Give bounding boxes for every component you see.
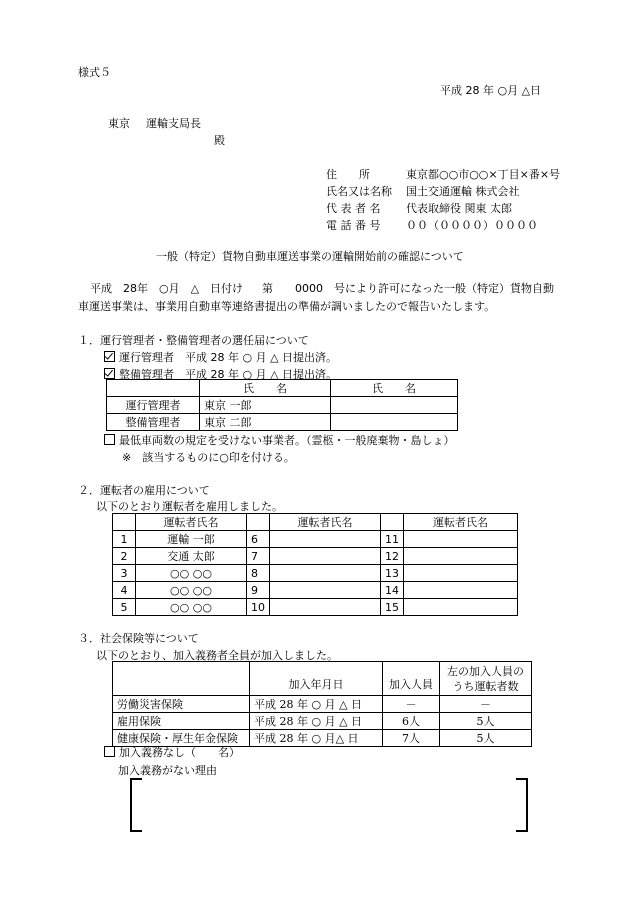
check-item-maintenance-manager[interactable]: 整備管理者 平成 28 年 ○ 月 △ 日提出済。	[104, 366, 337, 382]
left-bracket	[130, 778, 142, 832]
section1-note: ※ 該当するものに○印を付ける。	[122, 451, 295, 464]
phone-label: 電 話 番 号	[326, 219, 381, 232]
checkbox-checked-icon[interactable]	[104, 368, 115, 379]
check-item-exempt[interactable]: 最低車両数の規定を受けない事業者。（霊柩・一般廃棄物・島しょ）	[104, 432, 455, 448]
rep-label: 代 表 者 名	[326, 202, 381, 215]
table-row: 5 ○○ ○○ 10 15	[113, 599, 518, 616]
reason-label: 加入義務がない理由	[118, 764, 217, 777]
check-item-no-obligation[interactable]: 加入義務なし（ 名）	[104, 744, 240, 760]
check-item-operation-manager[interactable]: 運行管理者 平成 28 年 ○ 月 △ 日提出済。	[104, 349, 337, 365]
section2-heading: ２．運転者の雇用について	[78, 484, 210, 497]
addressee-title: 運輸支局長	[146, 117, 201, 130]
insurance-table: 加入年月日 加入人員 左の加入人員の うち運転者数 労働災害保険 平成 28 年 ○ 月 △ 日 － － 雇用保険 平成 28 年 ○ 月 △ 日 6人 5人 健康保険・厚生年金保険 平成 28 年 ○ 月△ 日 7人 5人	[112, 661, 532, 747]
table-row: 整備管理者 東京 二郎	[107, 414, 458, 431]
table-row: 3 ○○ ○○ 8 13	[113, 565, 518, 582]
rep-value: 代表取締役 関東 太郎	[406, 202, 512, 215]
address-value: 東京都○○市○○×丁目×番×号	[406, 168, 561, 181]
intro-line2: 車運送事業は、事業用自動車等連絡書提出の準備が調いましたので報告いたします。	[78, 300, 496, 313]
phone-value: ００（００００）００００	[406, 219, 538, 232]
right-bracket	[516, 778, 528, 832]
table-row: 運行管理者 東京 一郎	[107, 397, 458, 414]
table-row: 2 交通 太郎 7 12	[113, 548, 518, 565]
name-value: 国土交通運輸 株式会社	[406, 185, 520, 198]
section1-heading: １．運行管理者・整備管理者の選任届について	[78, 334, 309, 347]
table-row: 1 運輸 一郎 6 11	[113, 531, 518, 548]
table-row: 健康保険・厚生年金保険 平成 28 年 ○ 月△ 日 7人 5人	[113, 730, 532, 747]
driver-table: 運転者氏名 運転者氏名 運転者氏名 1 運輸 一郎 6 11 2 交通 太郎 7 12 3 ○○ ○○ 8 13 4 ○○ ○○ 9 14 5 ○○ ○○ 10 15	[112, 513, 518, 616]
checkbox-checked-icon[interactable]	[104, 351, 115, 362]
checkbox-empty-icon[interactable]	[104, 746, 115, 757]
date-line: 平成 28 年 ○月 △日	[440, 84, 542, 97]
table-row: 労働災害保険 平成 28 年 ○ 月 △ 日 － －	[113, 696, 532, 713]
addressee-honorific: 殿	[214, 134, 225, 147]
address-label: 住 所	[326, 168, 370, 181]
intro-line1-b: 第 0000 号により許可になった一般（特定）貨物自動	[262, 282, 554, 295]
section3-heading: ３．社会保険等について	[78, 632, 199, 645]
form-number: 様式５	[78, 66, 111, 79]
table-row: 4 ○○ ○○ 9 14	[113, 582, 518, 599]
section3-sub: 以下のとおり、加入義務者全員が加入しました。	[96, 649, 338, 662]
section2-sub: 以下のとおり運転者を雇用しました。	[96, 500, 283, 513]
table-row: 雇用保険 平成 28 年 ○ 月 △ 日 6人 5人	[113, 713, 532, 730]
intro-line1-a: 平成 28年 ○月 △ 日付け	[90, 282, 244, 295]
addressee-office: 東京	[108, 117, 130, 130]
checkbox-empty-icon[interactable]	[104, 434, 115, 445]
manager-table: 氏 名 氏 名 運行管理者 東京 一郎 整備管理者 東京 二郎	[106, 379, 458, 431]
document-title: 一般（特定）貨物自動車運送事業の運輸開始前の確認について	[156, 250, 464, 263]
name-label: 氏名又は名称	[326, 185, 392, 198]
